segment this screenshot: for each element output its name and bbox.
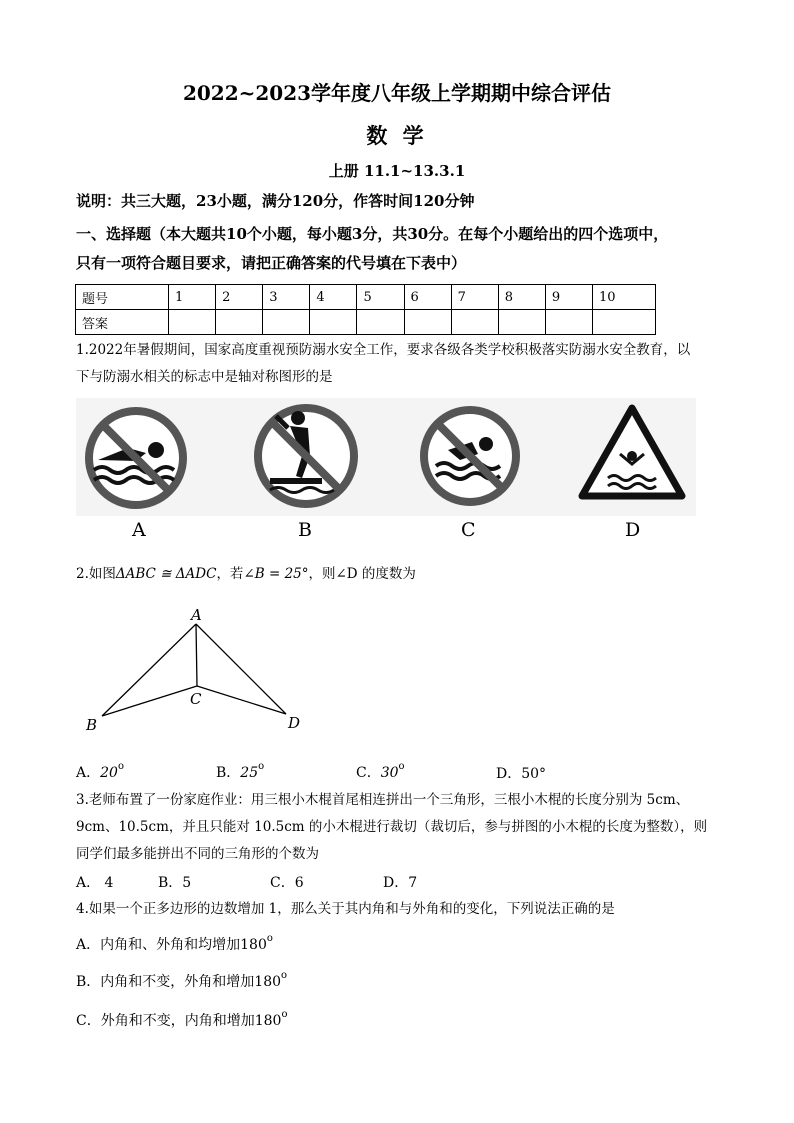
sign-label-d: D (625, 519, 641, 541)
option-value: 20 (100, 765, 118, 781)
answer-cell[interactable] (498, 310, 545, 335)
answer-cell[interactable] (451, 310, 498, 335)
q4-option-c[interactable] (76, 1009, 287, 1030)
degree-mark: o (281, 1009, 288, 1020)
answer-cell[interactable] (216, 310, 263, 335)
vertex-label-b: B (86, 716, 98, 734)
vertex-label-d: D (288, 714, 301, 732)
degree-mark: o (117, 761, 124, 772)
sign-label-a: A (132, 519, 146, 541)
q2-triangle-figure (80, 604, 320, 734)
q2-option-c[interactable] (356, 761, 405, 782)
option-value: 30 (380, 765, 399, 781)
answer-cell[interactable] (404, 310, 451, 335)
q3-stem-line3: 同学们最多能拼出不同的三角形的个数为 (76, 846, 319, 862)
section1-heading-line1: 一、选择题（本大题共10个小题，每小题3分，共30分。在每个小题给出的四个选项中， (76, 225, 669, 243)
table-cell-number: 5 (357, 285, 404, 310)
q2-prefix: 2.如图 (76, 566, 116, 582)
degree-mark: o (398, 761, 405, 772)
exam-scope: 上册 11.1~13.3.1 (328, 162, 466, 180)
q3-option-d[interactable]: D．7 (383, 875, 418, 891)
table-cell-label: 答案 (76, 310, 169, 335)
answer-table-answer-row (76, 310, 656, 335)
q2-option-d[interactable] (496, 763, 546, 783)
exam-title: 2022~2023学年度八年级上学期期中综合评估 (182, 81, 612, 105)
table-cell-number: 8 (498, 285, 545, 310)
answer-cell[interactable] (263, 310, 310, 335)
answer-cell[interactable] (357, 310, 404, 335)
sign-label-c: C (461, 519, 476, 541)
answer-cell[interactable] (545, 310, 592, 335)
option-text: A．内角和、外角和均增加 (76, 937, 241, 953)
option-value: 180 (240, 937, 267, 953)
degree-mark: o (258, 761, 265, 772)
table-cell-label: 题号 (76, 285, 169, 310)
degree-mark: o (281, 970, 288, 981)
table-cell-number: 9 (545, 285, 592, 310)
option-text: B．内角和不变，外角和增加 (76, 974, 255, 990)
q2-congruence: ΔABC ≅ ΔADC (115, 566, 217, 582)
line-ab (102, 624, 196, 716)
q1-stem-line1: 1.2022年暑假期间，国家高度重视预防溺水安全工作，要求各级各类学校积极落实防溺水安全教育，以 (76, 342, 691, 358)
answer-cell[interactable] (310, 310, 357, 335)
q3-option-c[interactable]: C．6 (270, 875, 304, 891)
q3-stem-line2: 9cm、10.5cm，并且只能对 10.5cm 的小木棍进行裁切（裁切后，参与拼图的小木棍的长度为整数），则 (76, 819, 708, 835)
table-cell-number: 6 (404, 285, 451, 310)
option-letter: C． (356, 765, 381, 781)
q2-option-b[interactable] (216, 761, 264, 782)
q4-option-a[interactable] (76, 933, 273, 954)
no-diving-sign-icon (258, 408, 354, 504)
vertex-label-a: A (191, 606, 202, 624)
option-value: 25 (240, 765, 259, 781)
subject-title: 数 学 (366, 123, 428, 148)
table-cell-number: 4 (310, 285, 357, 310)
q4-stem: 4.如果一个正多边形的边数增加 1，那么关于其内角和与外角和的变化，下列说法正确的是 (76, 901, 615, 917)
table-cell-number: 1 (169, 285, 216, 310)
line-bc (102, 686, 197, 716)
q3-option-a[interactable]: A． 4 (76, 875, 114, 891)
q2-suffix: ，则∠D 的度数为 (308, 566, 416, 582)
q2-angle: ∠B = 25° (243, 566, 309, 582)
q1-signs-figure (76, 398, 696, 543)
no-swimming-sign-icon (89, 411, 183, 505)
instructions: 说明：共三大题，23小题，满分120分，作答时间120分钟 (76, 192, 475, 210)
q2-option-a[interactable] (76, 761, 124, 782)
answer-table (75, 284, 656, 335)
degree-mark: o (266, 933, 273, 944)
q2-mid: ，若 (216, 566, 244, 582)
sign-label-b: B (298, 519, 312, 541)
table-cell-number: 3 (263, 285, 310, 310)
option-letter: B． (216, 765, 241, 781)
q3-option-b[interactable]: B．5 (158, 875, 192, 891)
table-cell-number: 7 (451, 285, 498, 310)
option-value: 180 (254, 1013, 282, 1029)
q4-option-b[interactable] (76, 970, 287, 991)
option-letter: A． (76, 765, 101, 781)
table-cell-number: 10 (593, 285, 656, 310)
line-ac (196, 624, 197, 686)
option-text: C．外角和不变，内角和增加 (76, 1013, 255, 1029)
answer-cell[interactable] (593, 310, 656, 335)
option-value: 50° (521, 766, 547, 782)
option-value: 180 (254, 974, 282, 990)
answer-cell[interactable] (169, 310, 216, 335)
q2-stem (76, 565, 416, 583)
no-swimming-sign-alt-icon (424, 410, 516, 502)
q3-stem-line1: 3.老师布置了一份家庭作业：用三根小木棍首尾相连拼出一个三角形，三根小木棍的长度分别为 5cm、 (76, 792, 690, 808)
option-letter: D． (496, 766, 522, 782)
section1-heading-line2: 只有一项符合题目要求，请把正确答案的代号填在下表中） (76, 254, 467, 272)
vertex-label-c: C (190, 690, 202, 708)
q1-stem-line2: 下与防溺水相关的标志中是轴对称图形的是 (76, 369, 333, 385)
table-cell-number: 2 (216, 285, 263, 310)
answer-table-header-row (76, 285, 656, 310)
